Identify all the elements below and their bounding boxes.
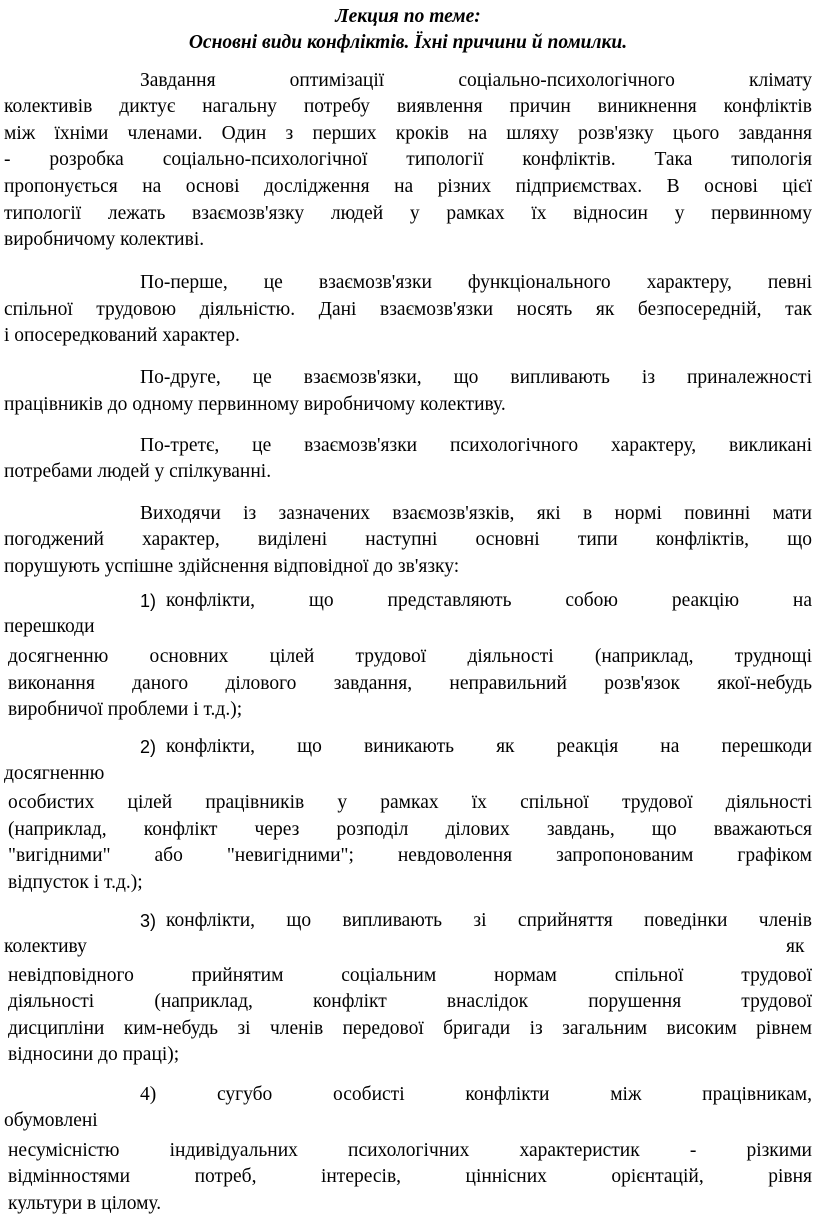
text-line: конфлікти, що випливають зі сприйняття поведінки членів bbox=[166, 910, 812, 931]
text-line: досягненню основних цілей трудової діяльності (наприклад, труднощі bbox=[8, 646, 812, 667]
text-line: відпусток і т.д.); bbox=[8, 872, 143, 893]
text-line: невідповідного прийнятим соціальним нормам спільної трудової bbox=[8, 965, 812, 986]
text-line: (наприклад, конфлікт через розподіл ділових завдань, що вважаються bbox=[8, 819, 812, 840]
list-marker: 3) bbox=[140, 911, 157, 931]
text-line: Виходячи із зазначених взаємозв'язків, які в нормі повинні мати bbox=[140, 503, 812, 524]
text-line: і опосередкований характер. bbox=[4, 325, 240, 346]
text-line: дисципліни ким-небудь зі членів передової бригади із загальним високим рівнем bbox=[8, 1018, 812, 1039]
text-line: конфлікти, що виникають як реакція на перешкоди bbox=[166, 736, 812, 757]
text-line: виробничому колективі. bbox=[4, 229, 205, 250]
text-line: По-друге, це взаємозв'язки, що випливають із приналежності bbox=[140, 367, 812, 388]
lecture-topic-title: Основні види конфліктів. Їхні причини й помилки. bbox=[188, 32, 628, 53]
text-line: працівників до одному первинному виробничому колективу. bbox=[4, 394, 506, 415]
text-line: як bbox=[786, 936, 805, 957]
text-line: пропонується на основі дослідження на різних підприємствах. В основі цієї bbox=[4, 176, 812, 197]
text-line: 4) сугубо особисті конфлікти між працівникам, bbox=[140, 1084, 812, 1105]
text-line: порушують успішне здійснення відповідної до зв'язку: bbox=[4, 556, 460, 577]
text-line: перешкоди bbox=[4, 616, 95, 637]
text-line: обумовлені bbox=[4, 1110, 98, 1131]
text-line: відносини до праці); bbox=[8, 1044, 180, 1065]
text-line: По-третє, це взаємозв'язки психологічного характеру, викликані bbox=[140, 435, 812, 456]
text-line: потребами людей у спілкуванні. bbox=[4, 461, 272, 482]
text-line: культури в цілому. bbox=[8, 1193, 162, 1214]
text-line: типології лежать взаємозв'язку людей у рамках їх відносин у первинному bbox=[4, 203, 812, 224]
text-line: виробничої проблеми і т.д.); bbox=[8, 699, 243, 720]
text-line: виконання даного ділового завдання, неправильний розв'язок якої-небудь bbox=[8, 673, 812, 694]
text-line: конфлікти, що представляють собою реакцію на bbox=[166, 590, 812, 611]
text-line: особистих цілей працівників у рамках їх спільної трудової діяльності bbox=[8, 792, 812, 813]
lecture-heading: Лекция по теме: bbox=[335, 6, 481, 27]
text-line: - розробка соціально-психологічної типології конфліктів. Така типологія bbox=[4, 149, 812, 170]
text-line: "вигідними" або "невигідними"; невдоволення запропонованим графіком bbox=[8, 845, 812, 866]
text-line: відмінностями потреб, інтересів, ціннісних орієнтацій, рівня bbox=[8, 1166, 812, 1187]
text-line: Завдання оптимізації соціально-психологічного клімату bbox=[140, 70, 812, 91]
text-line: колективу bbox=[4, 936, 87, 957]
text-line: погоджений характер, виділені наступні основні типи конфліктів, що bbox=[4, 529, 812, 550]
list-marker: 1) bbox=[140, 591, 157, 611]
text-line: між їхніми членами. Один з перших кроків на шляху розв'язку цього завдання bbox=[4, 123, 812, 144]
text-line: досягненню bbox=[4, 763, 105, 784]
list-marker: 2) bbox=[140, 737, 157, 757]
text-line: По-перше, це взаємозв'язки функціонального характеру, певні bbox=[140, 272, 812, 293]
text-line: спільної трудовою діяльністю. Дані взаємозв'язки носять як безпосередній, так bbox=[4, 299, 812, 320]
text-line: несумісністю індивідуальних психологічних характеристик - різкими bbox=[8, 1140, 812, 1161]
text-line: колективів диктує нагальну потребу виявлення причин виникнення конфліктів bbox=[4, 96, 812, 117]
text-line: діяльності (наприклад, конфлікт внаслідок порушення трудової bbox=[8, 991, 812, 1012]
